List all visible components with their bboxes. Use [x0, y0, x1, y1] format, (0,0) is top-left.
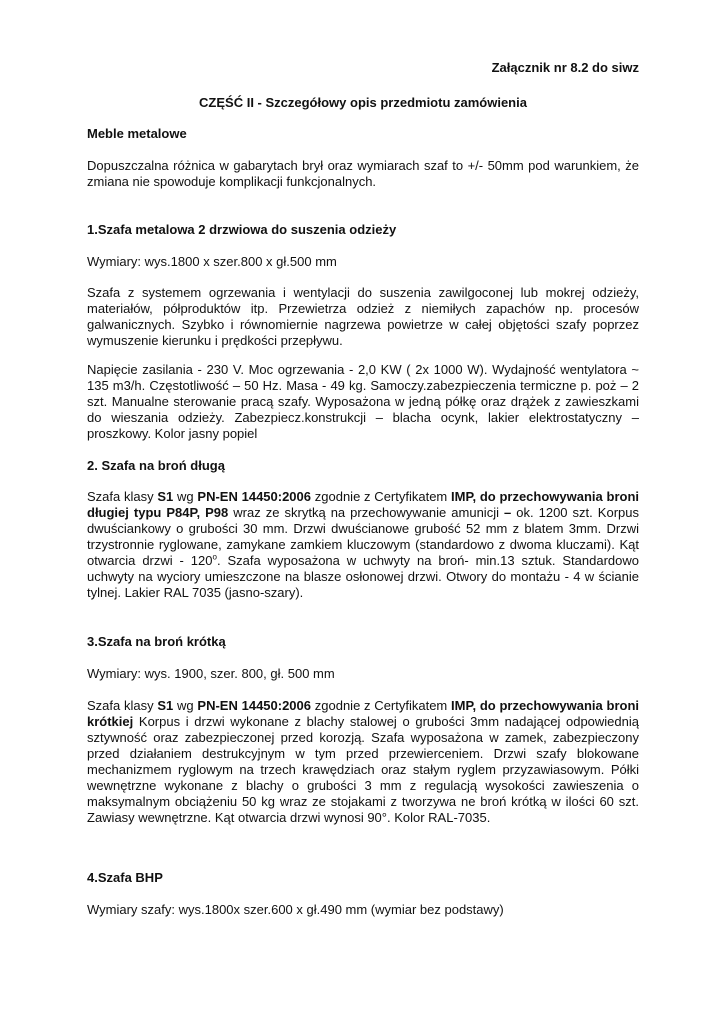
item2-certificate: IMP, do przechowywania broni długiej typu P84P, P98 [87, 489, 639, 520]
item2-text-6: . Szafa wyposażona w uchwyty na broń- min.13 sztuk. Standardowo uchwyty na wyciory umieszczone na blasze osłonowej drzwi. Otwory do montażu - 4 w ścianie tylnej. Lakier RAL 7035 (jasno-szary). [87, 553, 639, 600]
item2-degree: o [212, 552, 217, 562]
item2-text-2: wg [173, 489, 198, 504]
item3-dimensions: Wymiary: wys. 1900, szer. 800, gł. 500 mm [87, 666, 335, 681]
item4-heading: 4.Szafa BHP [87, 870, 163, 885]
item1-specifications: Napięcie zasilania - 230 V. Moc ogrzewania - 2,0 KW ( 2x 1000 W). Wydajność wentylatora ~ 135 m3/h. Częstotliwość – 50 Hz. Masa - 49 kg. Samoczy.zabezpieczenia termiczne p. poż – 2 szt. Manualne sterowanie pracą szafy. Wyposażona w jedną półkę oraz drążek z zawieszkami do wieszania odzieży. Zabezpiecz.konstrukcji – blacha ocynk, lakier elektrostatyczny – proszkowy. Kolor jasny popiel [87, 362, 639, 441]
item2-text-4: wraz ze skrytką na przechowywanie amunicji [228, 505, 504, 520]
item3-class: S1 [157, 698, 174, 713]
item2-heading: 2. Szafa na broń długą [87, 458, 225, 473]
part-title: CZĘŚĆ II - Szczegółowy opis przedmiotu zamówienia [199, 95, 527, 110]
item2-description [87, 489, 639, 601]
item2-text-3: zgodnie z Certyfikatem [311, 489, 452, 504]
item3-heading: 3.Szafa na broń krótką [87, 634, 226, 649]
item3-description [87, 698, 639, 826]
item3-text-3: zgodnie z Certyfikatem [311, 698, 452, 713]
item1-dimensions: Wymiary: wys.1800 x szer.800 x gł.500 mm [87, 254, 337, 269]
item3-standard: PN-EN 14450:2006 [197, 698, 312, 713]
section-title: Meble metalowe [87, 126, 187, 141]
annex-label: Załącznik nr 8.2 do siwz [491, 60, 639, 75]
item2-standard: PN-EN 14450:2006 [197, 489, 312, 504]
intro-paragraph: Dopuszczalna różnica w gabarytach brył oraz wymiarach szaf to +/- 50mm pod warunkiem, że zmiana nie spowoduje komplikacji funkcjonalnych. [87, 158, 639, 189]
item1-description: Szafa z systemem ogrzewania i wentylacji do suszenia zawilgoconej lub mokrej odzieży, materiałów, półproduktów itp. Przewietrza odzież z niemiłych zapachów np. procesów galwanicznych. Szybko i równomiernie nagrzewa powietrze w całej objętości szafy poprzez wymuszenie kierunku i prędkości przepływu. [87, 285, 639, 348]
item3-text-4: Korpus i drzwi wykonane z blachy stalowej o grubości 3mm nadającej odpowiednią sztywność oraz zabezpieczonej przed korozją. Szafa wyposażona w zamek, zabezpieczony przed działaniem destrukcyjnym w tym przed przewierceniem. Drzwi szafy blokowane mechanizmem ryglowym na trzech krawędziach oraz stałym ryglem przyzawiasowym. Półki wewnętrzne wykonane z blachy o grubości 3 mm z regulacją wysokości zawieszenia o maksymalnym obciążeniu 50 kg wraz ze stojakami z tworzywa ne broń krótką w ilości 60 szt. Zawiasy wewnętrzne. Kąt otwarcia drzwi wynosi 90°. Kolor RAL-7035. [87, 714, 639, 825]
item3-certificate: IMP, do przechowywania broni krótkiej [87, 698, 639, 729]
item2-text-5: ok. 1200 szt. Korpus dwuściankowy o grubości 30 mm. Drzwi dwuścianowe grubość 52 mm z blatem 3mm. Drzwi trzystronnie ryglowane, zamykane zamkiem kluczowym (standardowo z dwoma kluczami). Kąt otwarcia drzwi - 120 [87, 505, 639, 568]
item4-dimensions: Wymiary szafy: wys.1800x szer.600 x gł.490 mm (wymiar bez podstawy) [87, 902, 504, 917]
item2-text-1: Szafa klasy [87, 489, 158, 504]
item1-heading: 1.Szafa metalowa 2 drzwiowa do suszenia odzieży [87, 222, 397, 237]
item2-class: S1 [157, 489, 174, 504]
item2-dash: – [504, 505, 512, 520]
item3-text-2: wg [173, 698, 198, 713]
item3-text-1: Szafa klasy [87, 698, 158, 713]
